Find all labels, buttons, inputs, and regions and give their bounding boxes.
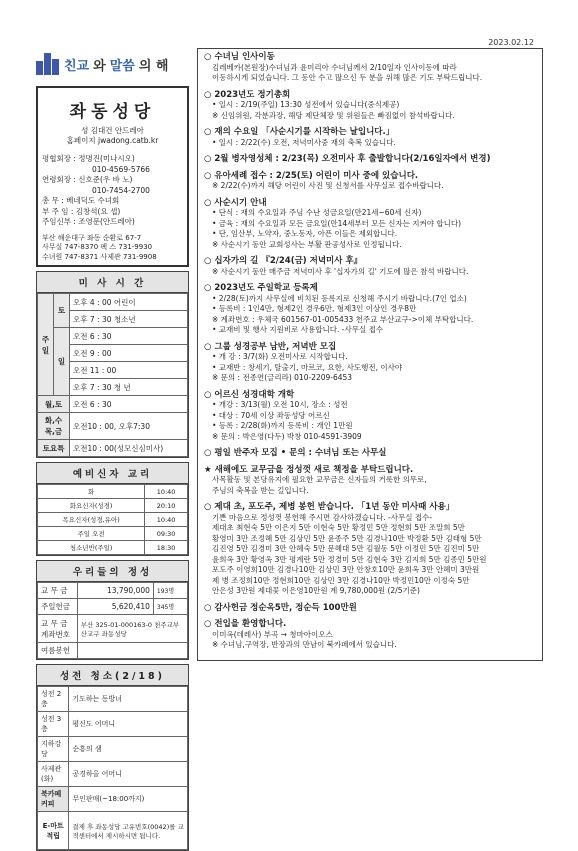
table-row xyxy=(38,396,188,413)
offering-label: 교 무 금 계좌번호 xyxy=(38,615,78,643)
parish-box xyxy=(36,86,189,267)
notice-item xyxy=(204,619,536,651)
mass-day-label: 토요특 xyxy=(38,440,70,457)
notice-title: ○ 2023년도 주일학교 등록제 xyxy=(204,283,318,293)
logo-text-1: 친교 xyxy=(64,58,90,74)
notice-line: 윤희옥 3만 황영옥 3만 평계란 5만 정경미 5만 김현숙 3만 김지희 5만 김종민 5만원 xyxy=(212,554,487,564)
notice-line: • 개 강 : 3/7(화) 오전미사로 시작합니다. xyxy=(212,352,348,361)
mass-time: 오전 9 : 00 xyxy=(70,345,188,362)
notice-title: ○ 그룹 성경공부 남반, 저녁반 모집 xyxy=(204,341,337,352)
mass-time: 오전 6 : 30 xyxy=(70,396,188,413)
table-row xyxy=(38,440,188,457)
notice-line: 사목활동 및 본당유지에 필요한 교무금은 신자들의 거룩한 의무로, xyxy=(212,475,427,484)
notice-item xyxy=(204,342,536,384)
cat-label: 화 xyxy=(38,485,145,499)
table-row xyxy=(38,583,188,599)
mass-time: 오전 6 : 30 xyxy=(70,328,188,345)
notice-line: 기쁜 마음으로 정성껏 봉헌해 주시면 감사하겠습니다. -사무실 접수- xyxy=(212,512,433,522)
offering-amount: 5,620,410 xyxy=(77,599,153,615)
notice-line: 김레베카(본원장)수녀님과 윤미리아 수녀님께서 2/10일자 인사이동에 따라 xyxy=(212,62,457,72)
notice-title: ○ 제대 초, 포도주, 제병 봉헌 받습니다. 「1년 동안 미사때 사용」 xyxy=(204,502,455,512)
info-line: 주임신부 : 조영문(안드레아) xyxy=(42,217,135,226)
notice-item xyxy=(204,283,536,336)
cat-label: 화요신자(성경) xyxy=(38,499,145,513)
mass-day-label: 주일 xyxy=(38,294,54,396)
info-line: 010-4569-5766 xyxy=(92,164,150,174)
info-line: 연령회장 : 신호준(우 바 노) xyxy=(42,175,133,184)
notice-title: ○ 재의 수요일 「사순시기를 시작하는 날입니다.」 xyxy=(204,127,395,137)
notice-title: ○ 전입을 환영합니다. xyxy=(204,619,287,629)
parish-homepage[interactable]: 홈페이지 jwadong.catb.kr xyxy=(66,136,159,145)
notice-title: ○ 감사헌금 정순옥5만, 정순득 100만원 xyxy=(204,602,357,613)
church-icon xyxy=(36,53,60,75)
notice-line: ※ 문의 : 전종연(글리라) 010-2209-6453 xyxy=(212,373,353,382)
offering-empty xyxy=(77,643,187,659)
notice-line: ※ 사순시기 동안 매주금 저녁미사 후 '십자가의 길' 기도에 많은 참석 바랍니다. xyxy=(212,266,469,276)
offering-title: 우리들의 정성 xyxy=(37,561,188,582)
notice-item xyxy=(204,127,536,148)
notice-line: 포도주 이영희10만 김경나10만 김상민 3만 안창호10만 윤희옥 3만 안혜미 3만원 xyxy=(212,565,480,574)
catechism-title: 예비신자 교리 xyxy=(37,463,188,484)
table-row xyxy=(38,812,188,850)
mass-table xyxy=(37,293,188,457)
offering-count: 345명 xyxy=(153,599,187,615)
mass-time: 오후 4 : 00 어린이 xyxy=(70,294,188,311)
notice-line: 제 병 조정희10만 정현희10만 김상민 3만 김경나10만 박정민10만 이정숙 5만 xyxy=(212,575,470,585)
addr-line: 수녀원 747-8371 사제관 731-9908 xyxy=(42,252,157,261)
table-row xyxy=(38,328,188,345)
notice-line: • 개강 : 3/13(월) 오전 10시, 장소 : 성전 xyxy=(212,400,348,409)
notice-line: ※ 신임위원, 각분과장, 해당 제단체장 및 위원들은 빠짐없이 참석바랍니다. xyxy=(212,110,455,120)
offering-label: 교 무 금 xyxy=(38,583,78,599)
table-row xyxy=(38,687,188,712)
cat-label: 주일 오전 xyxy=(38,527,145,541)
notice-line: 주님의 축복을 받는 길입니다. xyxy=(212,485,309,495)
notice-line: ※ 2/22(수)까지 해당 어린이 사진 및 신청서를 사무실로 접수바랍니다. xyxy=(212,181,444,190)
account-number: 부산 325-01-000163-0 천주교부산교구 좌동성당 xyxy=(77,615,187,643)
notice-line: • 일시 : 2/22(수) 오전, 저녁미사중 재의 축복 있습니다. xyxy=(212,137,396,147)
notice-item xyxy=(204,448,536,459)
mass-time: 오전10 : 00, 오후7:30 xyxy=(70,413,188,440)
addr-line: 부산 해운대구 좌동 순환로 67-7 xyxy=(42,233,142,242)
notice-title: ○ 십자가의 길 『2/24(금) 저녁미사 후』 xyxy=(204,256,363,266)
catechism-table xyxy=(37,484,188,555)
notice-line: • 일시 : 2/19(주일) 13:30 성전에서 있습니다(중식제공) xyxy=(212,100,400,109)
offering-count: 193명 xyxy=(153,583,187,599)
mass-times-box xyxy=(36,271,189,458)
notice-title: ○ 2023년도 정기총회 xyxy=(204,89,291,100)
notice-item xyxy=(204,390,536,443)
offering-amount: 13,790,000 xyxy=(77,583,153,599)
clean-area: 북카페커피 xyxy=(38,787,69,812)
mass-title: 미 사 시 간 xyxy=(37,272,188,293)
notice-item xyxy=(204,465,536,497)
notice-line: 제대초 최현숙 5만 이은지 5만 이현숙 5만 황정민 5만 정현희 5만 조말희 5만 xyxy=(212,523,465,532)
notice-line: ※ 사순시기 동안 교회성사는 부활 판공성사로 인정됩니다. xyxy=(212,239,402,249)
table-row xyxy=(38,413,188,440)
emart-label: E-마트 적립 xyxy=(38,812,69,850)
mass-sub-label: 일 xyxy=(54,328,70,396)
cleaning-title: 성전 청소(2/18) xyxy=(37,665,188,686)
notice-line: • 교재비 및 행사 지원비로 사용합니다. -사무실 접수 xyxy=(212,325,384,334)
cleaning-box xyxy=(36,664,189,851)
clean-group: 무인판매(~18:00까지) xyxy=(69,787,188,812)
parish-name: 좌동성당 xyxy=(69,102,156,122)
notice-title: ○ 평일 반주자 모집 • 문의 : 수녀님 또는 사무실 xyxy=(204,448,387,458)
logo-text-2: 와 xyxy=(93,58,106,74)
notice-line: • 등록비 : 1인4만, 형제2인 경우6만, 형제3인 이상인 경우8만 xyxy=(212,304,417,313)
clean-group: 순흥의 샘 xyxy=(69,737,188,762)
table-row xyxy=(38,513,188,527)
mass-day-label: 화,수 목,금 xyxy=(38,413,70,440)
notice-item xyxy=(204,256,536,277)
cat-label: 목요신자(성경,유아) xyxy=(38,513,145,527)
parish-address xyxy=(42,234,183,263)
table-row xyxy=(38,499,188,513)
notice-item xyxy=(204,502,536,597)
mass-sub-label: 토 xyxy=(54,294,70,328)
notice-line: 이미옥(데레사) 부곡 → 청마아이오스 xyxy=(212,629,333,639)
notice-line: • 대상 : 70세 이상 좌동성당 어르신 xyxy=(212,410,330,420)
notice-title: ○ 사순시기 안내 xyxy=(204,197,267,208)
mass-day-label: 월,토 xyxy=(38,396,70,413)
notice-line: • 등록 : 2/28(화)까지 등록비 : 개인 1만원 xyxy=(212,421,353,430)
table-row xyxy=(38,541,188,555)
notice-title: ○ 2월 병자영성체 : 2/23(목) 오전미사 후 출발합니다(2/16일자에서 변경) xyxy=(204,154,491,164)
offering-box xyxy=(36,560,189,660)
offering-table xyxy=(37,582,188,659)
info-line: 부 주 임 : 김창석(요 셉) xyxy=(42,206,121,216)
table-row xyxy=(38,527,188,541)
notice-title: ○ 수녀님 인사이동 xyxy=(204,52,275,62)
bulletin-date: 2023.02.12 xyxy=(488,38,534,47)
clean-area: 사제관(화) xyxy=(38,762,69,787)
cat-time: 20:10 xyxy=(145,499,188,513)
mass-time: 오후 7 : 30 청소년 xyxy=(70,311,188,328)
notice-item xyxy=(204,154,536,165)
notice-line: • 2/28(토)까지 사무실에 비치된 등록지로 신청해 주시기 바랍니다.(7인 업소) xyxy=(212,293,467,303)
info-line: 총 무 : 베네딕도 수녀회 xyxy=(42,196,120,205)
notice-line: 황영미 3만 조정혜 5만 김상민 5만 윤종주 5만 김경나10만 박정환 5만 김태형 5만 xyxy=(212,533,482,543)
cat-time: 09:30 xyxy=(145,527,188,541)
table-row xyxy=(38,485,188,499)
clean-area: 지하강당 xyxy=(38,737,69,762)
notice-title: ○ 어르신 성경대학 개학 xyxy=(204,389,295,400)
notice-line: ※ 문의 : 박은영(다두) 박창 010-4591-3909 xyxy=(212,431,362,441)
notices-panel xyxy=(197,48,543,661)
notice-line: • 금육 : 재의 수요일과 모든 금요일(만14세부터 모든 신자는 지켜야 합니다) xyxy=(212,218,462,228)
cat-time: 10:40 xyxy=(145,485,188,499)
cat-time: 18:30 xyxy=(145,541,188,555)
cat-time: 10:40 xyxy=(145,513,188,527)
notice-line: • 교재반 : 창세기, 탈출기, 마르코, 요한, 사도행전, 이사야 xyxy=(212,362,403,372)
info-line: 010-7454-2700 xyxy=(92,185,150,195)
table-row xyxy=(38,712,188,737)
mass-time: 오전 11 : 00 xyxy=(70,362,188,379)
mass-time: 오전10 : 00(성모신심미사) xyxy=(70,440,188,457)
mass-time: 오후 7 : 30 청 년 xyxy=(70,379,188,396)
offering-label: 여름봉헌 xyxy=(38,643,78,659)
notice-line: ※ 수녀님,구역장, 반장과의 만남이 북카페에서 있습니다. xyxy=(212,640,397,649)
notice-line: • 단, 임산부, 노약자, 중노동자, 아픈 이들은 제외합니다. xyxy=(212,229,398,238)
emart-text: 결제 후 좌동성당 고유번호(0042)를 교적센터에서 제시하시면 됩니다. xyxy=(69,812,188,850)
table-row xyxy=(38,294,188,311)
notice-item xyxy=(204,603,536,614)
clean-area: 성전 3층 xyxy=(38,712,69,737)
notice-line: 이동하시게 되었습니다. 그 동안 수고 많으신 두 분을 위해 많은 기도 부탁드립니다. xyxy=(212,73,483,82)
table-row xyxy=(38,615,188,643)
notice-item xyxy=(204,90,536,122)
notice-line: 김진영 5만 김경미 3만 안혜숙 5만 문혜대 5만 김월동 5만 이정민 5만 김진미 5만 xyxy=(212,544,480,553)
parish-patron: 성 김대건 안드레아 xyxy=(81,126,144,135)
clean-group: 평신도 어머니 xyxy=(69,712,188,737)
catechism-box xyxy=(36,462,189,556)
notice-line: 안은성 3만원 제대꽃 이은영10만원 계 9,780,000원 (2/5기준) xyxy=(212,586,420,595)
notice-title: ○ 유아세례 접수 : 2/25(토) 어린이 미사 중에 있습니다. xyxy=(204,170,419,181)
table-row xyxy=(38,787,188,812)
notice-item xyxy=(204,171,536,192)
table-row xyxy=(38,762,188,787)
notice-title: ★ 새해에도 교무금을 정성껏 새로 책정을 부탁드립니다. xyxy=(204,464,414,475)
cat-label: 청소년반(주일) xyxy=(38,541,145,555)
table-row xyxy=(38,643,188,659)
table-row xyxy=(38,599,188,615)
info-line: 평협회장 : 정명진(미나시오) xyxy=(42,154,135,163)
offering-label: 주일헌금 xyxy=(38,599,78,615)
left-column xyxy=(36,44,189,851)
logo-text-4: 의 해 xyxy=(138,58,169,74)
clean-group: 기도하는 동방녀 xyxy=(69,687,188,712)
notice-line: ※ 계좌번호 : 우체국 601567-01-005433 천주교 부산교구->이체 부탁합니다. xyxy=(212,314,474,324)
clean-group: 공경하올 어머니 xyxy=(69,762,188,787)
addr-line: 사무실 747-8370 팩 스 731-9930 xyxy=(42,243,153,251)
clean-area: 성전 2층 xyxy=(38,687,69,712)
notice-item xyxy=(204,52,536,84)
table-row xyxy=(38,737,188,762)
logo-text-3: 말씀 xyxy=(109,58,135,74)
year-logo xyxy=(36,44,189,84)
parish-info xyxy=(42,154,183,228)
cleaning-table xyxy=(37,686,188,850)
notice-item xyxy=(204,198,536,251)
notice-line: • 단식 : 재의 수요일과 주님 수난 성금요일(만21세~60세 신자) xyxy=(212,208,422,217)
